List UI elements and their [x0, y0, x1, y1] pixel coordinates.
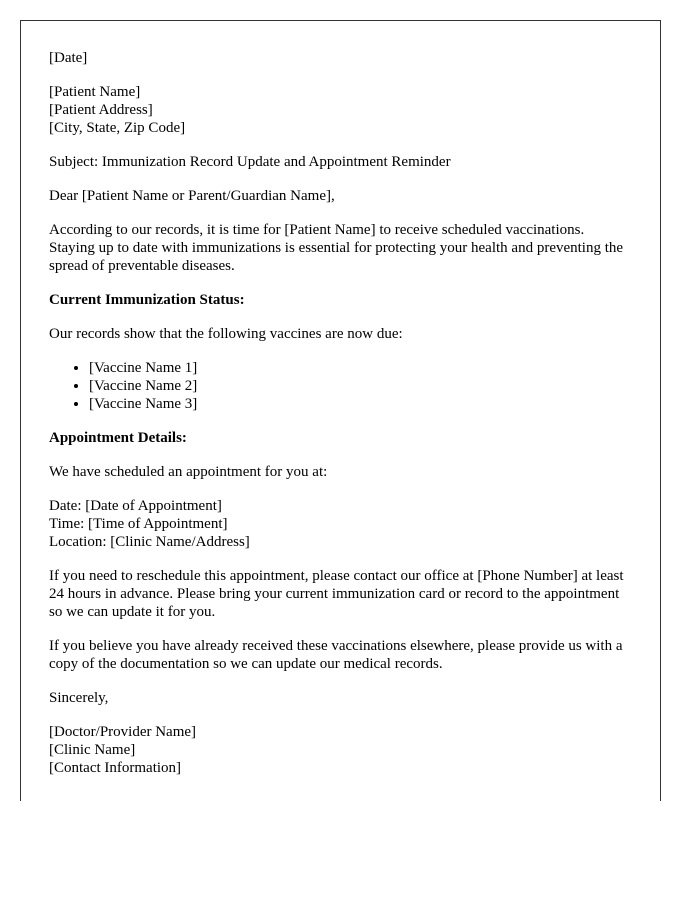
reschedule-paragraph: If you need to reschedule this appointment, please contact our office at [Phone Number] at least 24 hours in advance. Please bring your current immunization card or record to the appointment so we can update it for you.	[49, 568, 624, 620]
list-item: • [Vaccine Name 1]	[89, 359, 632, 377]
closing: Sincerely,	[49, 690, 109, 706]
recipient-address: [Patient Address]	[49, 102, 153, 118]
letter-page	[20, 20, 661, 801]
appointment-location: Location: [Clinic Name/Address]	[49, 534, 250, 550]
appointment-heading: Appointment Details:	[49, 430, 187, 446]
elsewhere-paragraph: If you believe you have already received these vaccinations elsewhere, please provide us with a copy of the documentation so we can update our medical records.	[49, 638, 623, 672]
signature-block	[49, 723, 632, 777]
subject-line: Subject: Immunization Record Update and Appointment Reminder	[49, 154, 451, 170]
salutation: Dear [Patient Name or Parent/Guardian Name],	[49, 188, 335, 204]
signature-contact: [Contact Information]	[49, 760, 182, 776]
recipient-city: [City, State, Zip Code]	[49, 120, 186, 136]
appointment-text: We have scheduled an appointment for you at:	[49, 464, 328, 480]
signature-clinic: [Clinic Name]	[49, 742, 136, 758]
recipient-block	[49, 83, 632, 137]
appointment-date: Date: [Date of Appointment]	[49, 498, 222, 514]
appointment-time: Time: [Time of Appointment]	[49, 516, 228, 532]
intro-paragraph: According to our records, it is time for [Patient Name] to receive scheduled vaccinations. Staying up to date with immunizations is essential for protecting your health and preventing the spread of preventable diseases.	[49, 222, 624, 274]
recipient-name: [Patient Name]	[49, 84, 141, 100]
appointment-details	[49, 497, 632, 551]
list-item: • [Vaccine Name 2]	[89, 377, 632, 395]
vaccine-list	[49, 359, 632, 413]
signature-provider: [Doctor/Provider Name]	[49, 724, 197, 740]
status-heading: Current Immunization Status:	[49, 292, 245, 308]
status-text: Our records show that the following vaccines are now due:	[49, 326, 403, 342]
list-item: • [Vaccine Name 3]	[89, 395, 632, 413]
letter-date: [Date]	[49, 50, 88, 66]
